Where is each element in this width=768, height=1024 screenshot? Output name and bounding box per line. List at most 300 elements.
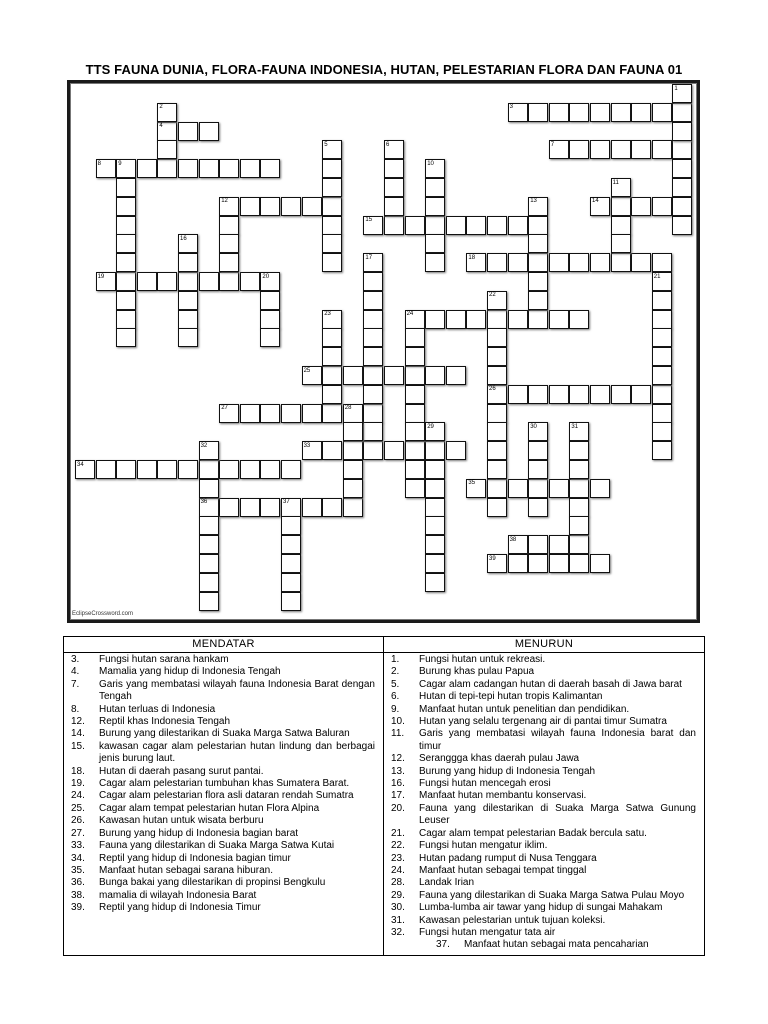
crossword-cell[interactable]: [672, 140, 692, 159]
crossword-cell[interactable]: [116, 272, 136, 291]
crossword-cell[interactable]: [549, 535, 569, 554]
crossword-cell[interactable]: [384, 366, 404, 385]
clue-text: Reptil yang hidup di Indonesia Timur: [99, 902, 261, 914]
crossword-cell[interactable]: [302, 404, 322, 423]
clue-number: 21.: [391, 827, 405, 839]
crossword-cell[interactable]: [322, 328, 342, 347]
crossword-cell[interactable]: [178, 122, 198, 141]
clue-number: 3.: [71, 654, 80, 665]
crossword-cell[interactable]: [260, 498, 280, 517]
clue-number: 17.: [391, 790, 405, 802]
crossword-cell[interactable]: [549, 310, 569, 329]
down-clue: [384, 716, 704, 728]
crossword-cell[interactable]: [672, 178, 692, 197]
crossword-cell[interactable]: [137, 159, 157, 178]
down-clue: [384, 666, 704, 678]
crossword-cell[interactable]: [178, 159, 198, 178]
crossword-cell[interactable]: [569, 310, 589, 329]
crossword-cell[interactable]: [116, 310, 136, 329]
across-clue: [64, 666, 383, 678]
crossword-cell[interactable]: [528, 460, 548, 479]
clue-number: 7.: [71, 678, 80, 690]
crossword-cell[interactable]: [281, 197, 301, 216]
crossword-cell[interactable]: [425, 178, 445, 197]
crossword-cell[interactable]: [157, 159, 177, 178]
down-clue-list: [384, 653, 704, 952]
crossword-cell[interactable]: [343, 441, 363, 460]
crossword-cell[interactable]: [425, 216, 445, 235]
crossword-cell[interactable]: [549, 385, 569, 404]
crossword-cell[interactable]: [178, 310, 198, 329]
crossword-cell[interactable]: [384, 178, 404, 197]
crossword-cell[interactable]: [281, 573, 301, 592]
clue-number: 39.: [71, 902, 85, 914]
clue-number: 19.: [71, 778, 85, 790]
clue-number: 24.: [391, 864, 405, 876]
crossword-cell[interactable]: [219, 234, 239, 253]
crossword-cell[interactable]: [569, 441, 589, 460]
crossword-cell[interactable]: [405, 347, 425, 366]
clue-number-label: 27: [221, 405, 228, 412]
across-clue: [64, 815, 383, 827]
crossword-cell[interactable]: [157, 460, 177, 479]
crossword-cell[interactable]: [508, 216, 528, 235]
clue-number: 15.: [71, 740, 85, 752]
crossword-cell[interactable]: [240, 404, 260, 423]
crossword-cell[interactable]: [384, 216, 404, 235]
crossword-cell[interactable]: [569, 140, 589, 159]
crossword-cell[interactable]: [281, 404, 301, 423]
crossword-cell[interactable]: [116, 291, 136, 310]
clue-text: Manfaat hutan sebagai tempat tinggal: [419, 864, 587, 876]
crossword-cell[interactable]: [487, 404, 507, 423]
crossword-cell[interactable]: [363, 441, 383, 460]
crossword-cell[interactable]: [569, 535, 589, 554]
crossword-cell[interactable]: [611, 140, 631, 159]
crossword-cell[interactable]: [322, 253, 342, 272]
crossword-cell[interactable]: [652, 197, 672, 216]
crossword-cell[interactable]: [549, 253, 569, 272]
crossword-cell[interactable]: [322, 178, 342, 197]
down-clues-column: [384, 637, 704, 955]
crossword-cell[interactable]: [508, 554, 528, 573]
crossword-cell[interactable]: [487, 310, 507, 329]
clue-number-label: 38: [509, 536, 517, 543]
clue-number: 14.: [71, 728, 85, 740]
crossword-cell[interactable]: [302, 197, 322, 216]
across-clue: [64, 679, 383, 704]
crossword-cell[interactable]: [590, 140, 610, 159]
crossword-cell[interactable]: [631, 103, 651, 122]
clue-text: Burung yang dilestarikan di Suaka Marga Satwa Baluran: [99, 728, 350, 740]
down-clue: [384, 915, 704, 927]
crossword-cell[interactable]: [528, 216, 548, 235]
crossword-cell[interactable]: [425, 479, 445, 498]
crossword-cell[interactable]: [260, 328, 280, 347]
crossword-cell[interactable]: [528, 310, 548, 329]
crossword-cell[interactable]: [219, 253, 239, 272]
crossword-cell[interactable]: [631, 140, 651, 159]
crossword-cell[interactable]: [425, 535, 445, 554]
crossword-cell[interactable]: [549, 103, 569, 122]
crossword-cell[interactable]: [487, 328, 507, 347]
crossword-cell[interactable]: [116, 234, 136, 253]
clue-number: 2.: [391, 666, 400, 678]
clue-number-label: 29: [427, 423, 434, 430]
clue-text: Fauna yang dilestarikan di Suaka Marga Satwa Gunung Leuser: [419, 802, 696, 827]
crossword-cell[interactable]: [137, 272, 157, 291]
clue-text: Manfaat hutan sebagai mata pencaharian: [464, 939, 649, 951]
crossword-cell[interactable]: [199, 516, 219, 535]
crossword-cell[interactable]: [322, 234, 342, 253]
crossword-cell[interactable]: [466, 216, 486, 235]
crossword-cell[interactable]: [528, 554, 548, 573]
crossword-cell[interactable]: [652, 140, 672, 159]
crossword-cell[interactable]: [260, 404, 280, 423]
clue-number-label: 31: [571, 423, 579, 430]
crossword-cell[interactable]: [405, 422, 425, 441]
crossword-cell[interactable]: [384, 441, 404, 460]
crossword-cell[interactable]: [487, 479, 507, 498]
clue-text: Burung yang hidup di Indonesia bagian barat: [99, 827, 299, 839]
crossword-cell[interactable]: [363, 347, 383, 366]
clue-number: 18.: [71, 765, 85, 777]
clue-text: Burung khas pulau Papua: [419, 666, 535, 678]
crossword-cell[interactable]: [487, 460, 507, 479]
clue-number: 31.: [391, 914, 405, 926]
crossword-cell[interactable]: [631, 385, 651, 404]
crossword-cell[interactable]: [260, 197, 280, 216]
crossword-cell[interactable]: [425, 441, 445, 460]
across-clue: [64, 741, 383, 766]
crossword-cell[interactable]: [199, 573, 219, 592]
crossword-cell[interactable]: [199, 535, 219, 554]
crossword-cell[interactable]: [157, 272, 177, 291]
crossword-cell[interactable]: [528, 385, 548, 404]
crossword-cell[interactable]: [672, 159, 692, 178]
crossword-cell[interactable]: [199, 554, 219, 573]
clue-text: Fungsi hutan untuk rekreasi.: [419, 654, 546, 665]
crossword-cell[interactable]: [528, 498, 548, 517]
clue-number-label: 13: [530, 198, 537, 205]
crossword-cell[interactable]: [425, 498, 445, 517]
crossword-cell[interactable]: [590, 554, 610, 573]
crossword-cell[interactable]: [590, 479, 610, 498]
crossword-cell[interactable]: [425, 253, 445, 272]
crossword-cell[interactable]: [425, 460, 445, 479]
clue-text: Fauna yang dilestarikan di Suaka Marga Satwa Pulau Moyo: [419, 889, 685, 901]
crossword-cell[interactable]: [672, 103, 692, 122]
crossword-cell[interactable]: [528, 441, 548, 460]
clue-number-label: 18: [468, 254, 476, 261]
crossword-cell[interactable]: [652, 441, 672, 460]
crossword-cell[interactable]: [240, 272, 260, 291]
clue-text: Fungsi hutan mengatur tata air: [419, 926, 556, 938]
crossword-cell[interactable]: [322, 385, 342, 404]
crossword-cell[interactable]: [157, 140, 177, 159]
clue-number-label: 1: [674, 85, 678, 92]
crossword-cell[interactable]: [96, 460, 116, 479]
crossword-cell[interactable]: [652, 404, 672, 423]
crossword-cell[interactable]: [384, 159, 404, 178]
crossword-cell[interactable]: [405, 366, 425, 385]
crossword-cell[interactable]: [260, 159, 280, 178]
crossword-cell[interactable]: [652, 347, 672, 366]
clue-number-label: 25: [303, 367, 311, 374]
crossword-cell[interactable]: [116, 460, 136, 479]
clue-number: 20.: [391, 802, 405, 814]
crossword-cell[interactable]: [199, 122, 219, 141]
crossword-cell[interactable]: [528, 479, 548, 498]
crossword-cell[interactable]: [590, 253, 610, 272]
crossword-cell[interactable]: [281, 592, 301, 611]
crossword-cell[interactable]: [425, 554, 445, 573]
crossword-cell[interactable]: [528, 253, 548, 272]
crossword-cell[interactable]: [178, 328, 198, 347]
crossword-cell[interactable]: [363, 366, 383, 385]
crossword-cell[interactable]: [425, 366, 445, 385]
crossword-cell[interactable]: [322, 197, 342, 216]
crossword-cell[interactable]: [425, 573, 445, 592]
crossword-cell[interactable]: [240, 197, 260, 216]
crossword-cell[interactable]: [487, 253, 507, 272]
crossword-cell[interactable]: [405, 441, 425, 460]
crossword-cell[interactable]: [611, 216, 631, 235]
crossword-cell[interactable]: [178, 253, 198, 272]
clue-number: 28.: [391, 877, 405, 889]
clue-text: Manfaat hutan untuk penelitian dan pendidikan.: [419, 703, 630, 715]
clue-number-label: 2: [159, 104, 163, 111]
crossword-cell[interactable]: [672, 197, 692, 216]
clue-text: Landak Irian: [419, 877, 475, 889]
crossword-cell[interactable]: [487, 366, 507, 385]
down-clue: [384, 790, 704, 802]
clue-number: 37.: [436, 939, 450, 951]
crossword-cell[interactable]: [137, 460, 157, 479]
clue-text: Hutan yang selalu tergenang air di pantai timur Sumatra: [419, 716, 667, 728]
down-clue: [384, 840, 704, 852]
crossword-cell[interactable]: [590, 385, 610, 404]
crossword-cell[interactable]: [569, 385, 589, 404]
crossword-cell[interactable]: [569, 516, 589, 535]
crossword-cell[interactable]: [487, 216, 507, 235]
crossword-cell[interactable]: [219, 216, 239, 235]
crossword-cell[interactable]: [569, 460, 589, 479]
crossword-cell[interactable]: [178, 291, 198, 310]
clue-number-label: 14: [592, 198, 599, 205]
clue-number-label: 34: [77, 461, 84, 468]
crossword-cell[interactable]: [240, 460, 260, 479]
crossword-cell[interactable]: [322, 347, 342, 366]
crossword-cell[interactable]: [652, 366, 672, 385]
crossword-cell[interactable]: [178, 460, 198, 479]
crossword-cell[interactable]: [343, 366, 363, 385]
crossword-cell[interactable]: [405, 328, 425, 347]
crossword-cell[interactable]: [425, 234, 445, 253]
crossword-cell[interactable]: [240, 159, 260, 178]
crossword-cell[interactable]: [487, 347, 507, 366]
clue-number-label: 17: [365, 254, 373, 261]
crossword-cell[interactable]: [260, 460, 280, 479]
crossword-cell[interactable]: [652, 291, 672, 310]
crossword-cell[interactable]: [446, 441, 466, 460]
crossword-cell[interactable]: [281, 516, 301, 535]
crossword-cell[interactable]: [528, 291, 548, 310]
crossword-cell[interactable]: [363, 291, 383, 310]
watermark: EclipseCrossword.com: [72, 611, 134, 617]
clue-text: Serangggа khas daerah pulau Jawa: [419, 753, 580, 765]
crossword-cell[interactable]: [322, 441, 342, 460]
crossword-cell[interactable]: [672, 216, 692, 235]
across-clue: [64, 853, 383, 865]
clue-text: Burung yang hidup di Indonesia Tengah: [419, 765, 596, 777]
crossword-cell[interactable]: [528, 234, 548, 253]
crossword-cell[interactable]: [508, 479, 528, 498]
crossword-cell[interactable]: [302, 498, 322, 517]
crossword-cell[interactable]: [116, 253, 136, 272]
crossword-cell[interactable]: [611, 103, 631, 122]
crossword-cell[interactable]: [652, 103, 672, 122]
crossword-cell[interactable]: [528, 535, 548, 554]
clue-number-label: 7: [550, 141, 555, 148]
clue-text: Manfaat hutan sebagai sarana hiburan.: [99, 864, 274, 876]
crossword-cell[interactable]: [116, 328, 136, 347]
crossword-cell[interactable]: [405, 385, 425, 404]
crossword-cell[interactable]: [446, 366, 466, 385]
down-clue: [384, 828, 704, 840]
crossword-cell[interactable]: [508, 385, 528, 404]
crossword-cell[interactable]: [240, 498, 260, 517]
crossword-cell[interactable]: [487, 498, 507, 517]
crossword-cell[interactable]: [652, 385, 672, 404]
crossword-cell[interactable]: [405, 460, 425, 479]
clue-number-label: 20: [262, 273, 270, 280]
crossword-cell[interactable]: [446, 310, 466, 329]
crossword-cell[interactable]: [672, 122, 692, 141]
crossword-cell[interactable]: [219, 159, 239, 178]
crossword-cell[interactable]: [508, 253, 528, 272]
crossword-cell[interactable]: [405, 404, 425, 423]
crossword-cell[interactable]: [116, 216, 136, 235]
crossword-cell[interactable]: [652, 253, 672, 272]
crossword-cell[interactable]: [569, 498, 589, 517]
crossword-cell[interactable]: [322, 366, 342, 385]
crossword-cell[interactable]: [528, 272, 548, 291]
clue-number-label: 23: [324, 311, 331, 318]
crossword-cell[interactable]: [405, 216, 425, 235]
crossword-cell[interactable]: [446, 216, 466, 235]
crossword-cell[interactable]: [425, 516, 445, 535]
crossword-cell[interactable]: [219, 460, 239, 479]
crossword-cell[interactable]: [363, 310, 383, 329]
across-clue: [64, 654, 383, 666]
crossword-cell[interactable]: [569, 103, 589, 122]
crossword-cell[interactable]: [528, 103, 548, 122]
clue-number-label: 22: [489, 292, 496, 299]
crossword-cell[interactable]: [549, 479, 569, 498]
crossword-cell[interactable]: [487, 441, 507, 460]
crossword-cell[interactable]: [116, 197, 136, 216]
crossword-cell[interactable]: [199, 159, 219, 178]
clue-number-label: 3: [509, 104, 513, 111]
crossword-cell[interactable]: [343, 422, 363, 441]
crossword-cell[interactable]: [363, 385, 383, 404]
clues-table: [63, 636, 705, 956]
crossword-cell[interactable]: [219, 498, 239, 517]
crossword-cell[interactable]: [116, 178, 136, 197]
clue-text: kawasan cagar alam pelestarian hutan lindung dan berbagai jenis burung laut.: [99, 740, 375, 765]
crossword-cell[interactable]: [569, 554, 589, 573]
crossword-cell[interactable]: [343, 460, 363, 479]
crossword-cell[interactable]: [260, 310, 280, 329]
clue-number-label: 5: [324, 141, 328, 148]
clue-text: Reptil khas Indonesia Tengah: [99, 716, 231, 728]
crossword-cell[interactable]: [322, 159, 342, 178]
crossword-cell[interactable]: [405, 479, 425, 498]
crossword-cell[interactable]: [611, 234, 631, 253]
crossword-cell[interactable]: [178, 272, 198, 291]
crossword-cell[interactable]: [425, 310, 445, 329]
crossword-cell[interactable]: [631, 197, 651, 216]
crossword-cell[interactable]: [343, 498, 363, 517]
crossword-cell[interactable]: [652, 328, 672, 347]
crossword-cell[interactable]: [631, 253, 651, 272]
clue-number-label: 37: [283, 499, 290, 506]
clue-number-label: 10: [427, 160, 434, 167]
down-clue: [384, 803, 704, 828]
crossword-cell[interactable]: [322, 498, 342, 517]
crossword-cell[interactable]: [569, 253, 589, 272]
crossword-cell[interactable]: [611, 385, 631, 404]
crossword-cell[interactable]: [260, 291, 280, 310]
crossword-cell[interactable]: [363, 404, 383, 423]
crossword-cell[interactable]: [281, 554, 301, 573]
crossword-cell[interactable]: [652, 310, 672, 329]
crossword-cell[interactable]: [549, 554, 569, 573]
down-clue: [384, 691, 704, 703]
crossword-cell[interactable]: [363, 328, 383, 347]
crossword-cell[interactable]: [384, 197, 404, 216]
crossword-cell[interactable]: [611, 197, 631, 216]
across-clue: [64, 877, 383, 889]
crossword-cell[interactable]: [363, 422, 383, 441]
clue-text: Cagar alam cadangan hutan di daerah basah di Jawa barat: [419, 678, 682, 690]
crossword-cell[interactable]: [466, 310, 486, 329]
clue-number: 12.: [71, 716, 85, 728]
crossword-cell[interactable]: [425, 197, 445, 216]
crossword-cell[interactable]: [611, 253, 631, 272]
crossword-cell[interactable]: [487, 422, 507, 441]
across-clue: [64, 766, 383, 778]
down-clue: [384, 728, 704, 753]
crossword-cell[interactable]: [343, 479, 363, 498]
crossword-cell[interactable]: [199, 592, 219, 611]
crossword-cell[interactable]: [652, 422, 672, 441]
crossword-cell[interactable]: [590, 103, 610, 122]
crossword-cell[interactable]: [508, 310, 528, 329]
crossword-cell[interactable]: [281, 460, 301, 479]
crossword-cell[interactable]: [199, 460, 219, 479]
crossword-cell[interactable]: [219, 272, 239, 291]
crossword-cell[interactable]: [322, 404, 342, 423]
across-clue: [64, 728, 383, 740]
crossword-cell[interactable]: [281, 535, 301, 554]
crossword-cell[interactable]: [199, 479, 219, 498]
crossword-cell[interactable]: [363, 272, 383, 291]
crossword-cell[interactable]: [199, 272, 219, 291]
crossword-cell[interactable]: [569, 479, 589, 498]
crossword-cell[interactable]: [322, 216, 342, 235]
